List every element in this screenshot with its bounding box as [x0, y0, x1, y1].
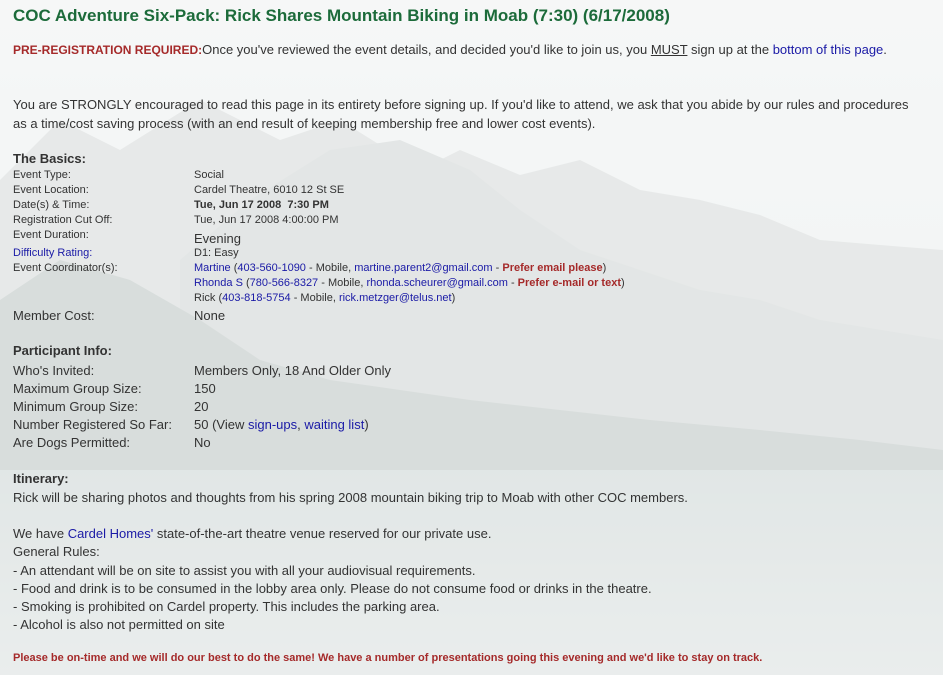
- rule-item: - Smoking is prohibited on Cardel property. This includes the parking area.: [13, 599, 440, 614]
- event-date-value: Tue, Jun 17 2008 7:30 PM: [194, 199, 329, 211]
- view-suffix: ): [364, 417, 369, 432]
- coordinator-name-link[interactable]: Rhonda S: [194, 277, 243, 289]
- signups-link[interactable]: sign-ups: [247, 417, 298, 432]
- coordinator-phone-link[interactable]: 403-560-1090: [237, 262, 306, 274]
- whos-invited-value: Members Only, 18 And Older Only: [194, 363, 392, 378]
- preregistration-text: Once you've reviewed the event details, and decided you'd like to join us, you: [202, 42, 651, 57]
- basics-heading: The Basics:: [13, 151, 86, 166]
- difficulty-value: D1: Easy: [194, 247, 239, 259]
- waiting-list-link[interactable]: waiting list: [304, 417, 365, 432]
- registration-cutoff-label: Registration Cut Off:: [13, 214, 113, 226]
- whos-invited-label: Who's Invited:: [13, 363, 95, 378]
- event-location-label: Event Location:: [13, 184, 89, 196]
- min-group-label: Minimum Group Size:: [13, 399, 138, 414]
- event-duration-label: Event Duration:: [13, 229, 89, 241]
- rule-item: - Alcohol is also not permitted on site: [13, 617, 225, 632]
- coordinator-preference: Prefer e-mail or text: [517, 277, 621, 289]
- must-text: MUST: [650, 42, 688, 57]
- participant-info-heading: Participant Info:: [13, 343, 112, 358]
- coordinator-phone-type: - Mobile,: [318, 277, 367, 289]
- itinerary-description: Rick will be sharing photos and thoughts from his spring 2008 mountain biking trip to Moab with other COC members.: [13, 490, 688, 505]
- dogs-permitted-label: Are Dogs Permitted:: [13, 435, 131, 450]
- coordinator-name-link[interactable]: Martine: [194, 262, 231, 274]
- coordinator-name: Rick: [194, 292, 216, 304]
- coordinator-phone-link[interactable]: 403-818-5754: [222, 292, 291, 304]
- venue-suffix: state-of-the-art theatre venue reserved for our private use.: [153, 526, 492, 541]
- general-rules-heading: General Rules:: [13, 544, 100, 559]
- max-group-label: Maximum Group Size:: [13, 381, 142, 396]
- coordinator-email-link[interactable]: rick.metzger@telus.net: [338, 292, 452, 304]
- coordinator-email-link[interactable]: martine.parent2@gmail.com: [354, 262, 493, 274]
- registered-value: 50: [194, 417, 209, 432]
- rule-item: - An attendant will be on site to assist you with all your audiovisual requirements.: [13, 563, 476, 578]
- coordinator-phone-link[interactable]: 780-566-8327: [249, 277, 319, 289]
- max-group-value: 150: [194, 381, 216, 396]
- encouragement-paragraph: You are STRONGLY encouraged to read this page in its entirety before signing up. If you'd like to attend, we ask that you abide by our rules and procedures as a time/cost saving process (with an end result of keeping membership free and lower cost events).: [13, 97, 909, 131]
- event-location-value: Cardel Theatre, 6010 12 St SE: [194, 184, 345, 196]
- preregistration-label: PRE-REGISTRATION REQUIRED:: [13, 43, 203, 57]
- event-duration-value: Evening: [194, 231, 241, 246]
- event-date-label: Date(s) & Time:: [13, 199, 90, 211]
- event-type-label: Event Type:: [13, 169, 71, 181]
- coordinator-email-link[interactable]: rhonda.scheurer@gmail.com: [366, 277, 508, 289]
- link-separator: ,: [297, 417, 305, 432]
- dogs-permitted-value: No: [194, 435, 211, 450]
- itinerary-heading: Itinerary:: [13, 471, 69, 486]
- coordinator-phone-type: - Mobile,: [305, 262, 355, 274]
- rule-item: - Food and drink is to be consumed in the lobby area only. Please do not consume food or drinks in the theatre.: [13, 581, 652, 596]
- event-type-value: Social: [194, 169, 224, 181]
- difficulty-rating-link[interactable]: Difficulty Rating:: [13, 247, 93, 259]
- registered-label: Number Registered So Far:: [13, 417, 172, 432]
- coordinator-preference: Prefer email please: [502, 262, 603, 274]
- punctuality-notice: Please be on-time and we will do our best to do the same! We have a number of presentations going this evening and we'd like to stay on track.: [13, 652, 763, 664]
- bottom-of-page-link[interactable]: bottom of this page: [772, 42, 884, 57]
- preregistration-notice: [13, 40, 918, 60]
- member-cost-value: None: [194, 308, 226, 323]
- coordinators-label: Event Coordinator(s):: [13, 262, 118, 274]
- venue-paragraph: [13, 524, 918, 543]
- preregistration-text-2: sign up at the: [687, 42, 773, 57]
- min-group-value: 20: [194, 399, 209, 414]
- page-title: COC Adventure Six-Pack: Rick Shares Mountain Biking in Moab (7:30) (6/17/2008): [13, 6, 670, 25]
- venue-prefix: We have: [13, 526, 68, 541]
- registration-cutoff-value: Tue, Jun 17 2008 4:00:00 PM: [194, 214, 339, 226]
- member-cost-label: Member Cost:: [13, 308, 95, 323]
- view-prefix: (View: [208, 417, 248, 432]
- coordinator-phone-type: - Mobile,: [290, 292, 339, 304]
- preregistration-text-3: .: [883, 42, 887, 57]
- cardel-homes-link[interactable]: Cardel Homes': [67, 526, 154, 541]
